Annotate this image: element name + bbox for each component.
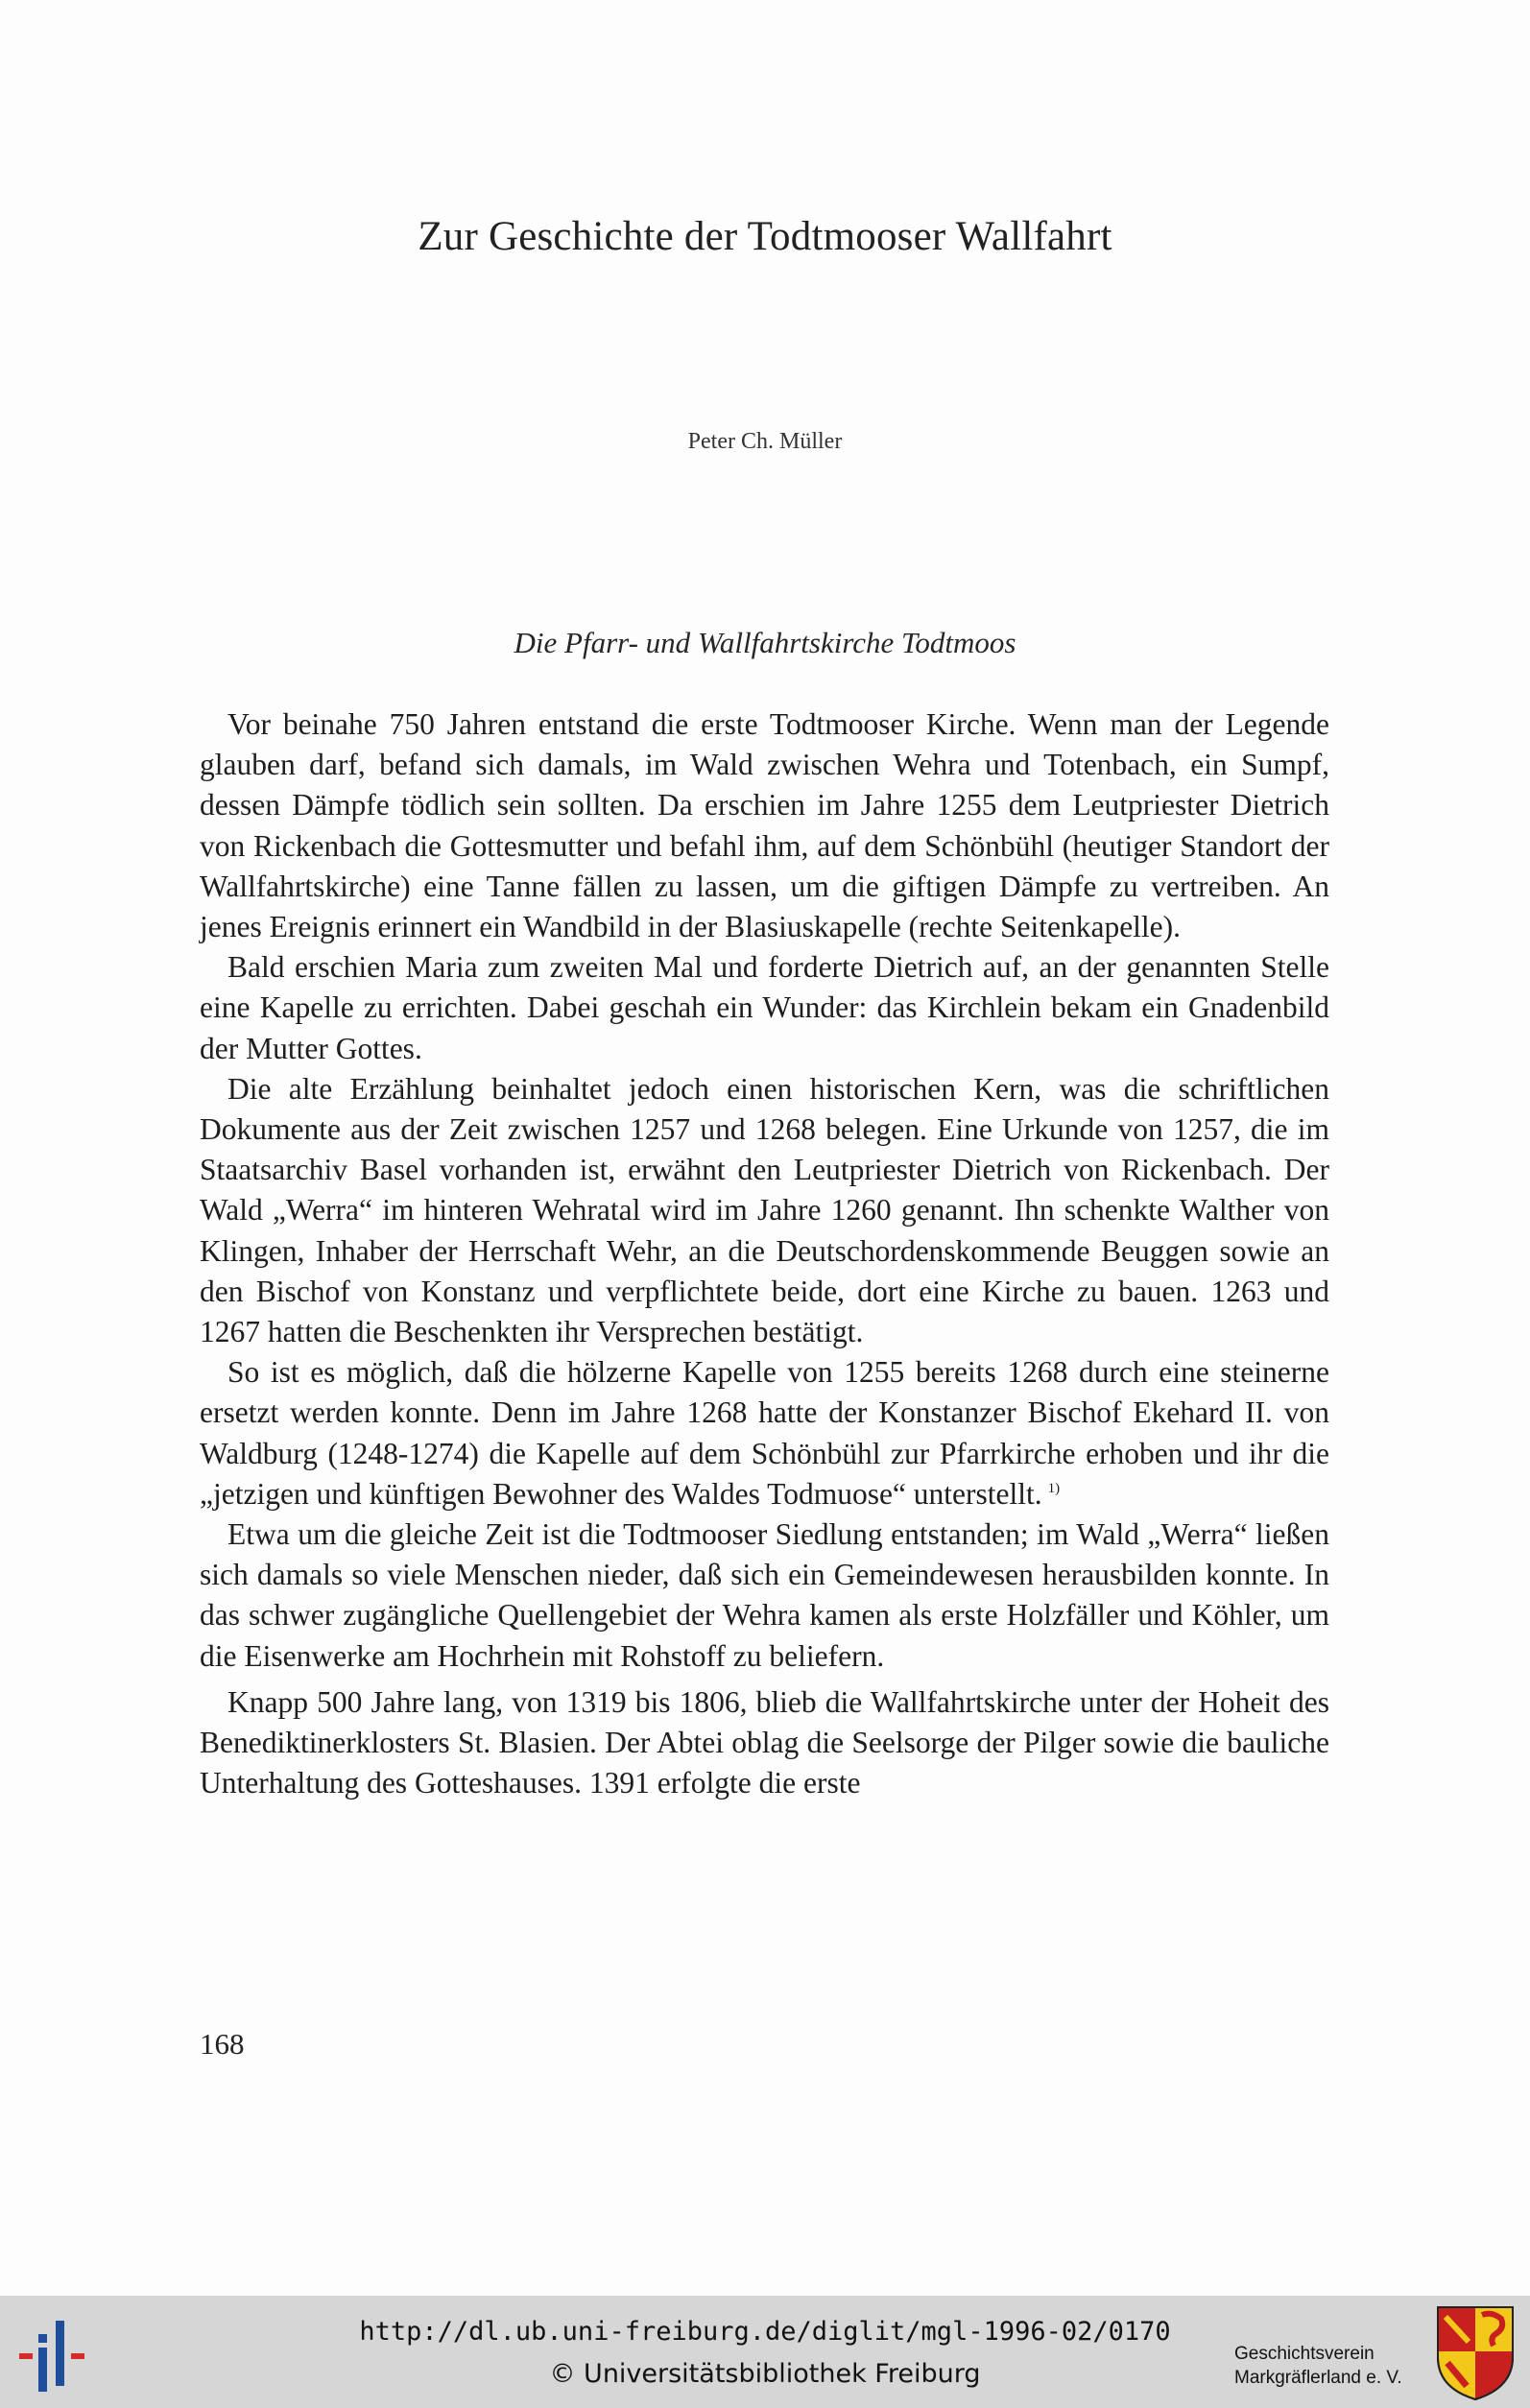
footnote-marker[interactable]: 1) <box>1047 1480 1061 1496</box>
paragraph-text: So ist es möglich, daß die hölzerne Kapelle von 1255 bereits 1268 durch eine steinerne ersetzt werden konnte. Denn im Jahre 1268 hatte der Konstanzer Bischof Ekehard II. von Waldburg (1248-1274) die Kapelle auf dem Schönbühl zur Pfarrkirche erhoben und ihr die „jetzigen und künftigen Bewohner des Waldes Todmuose“ unterstellt. <box>200 1355 1329 1511</box>
copyright-notice: © Universitätsbibliothek Freiburg <box>549 2359 981 2389</box>
paragraph: Knapp 500 Jahre lang, von 1319 bis 1806, blieb die Wallfahrtskirche unter der Hoheit des Benediktinerklosters St. Blasien. Der Abtei oblag die Seelsorge der Pilger sowie die bauliche Unterhaltung des Gotteshauses. 1391 erfolgte die erste <box>200 1684 1329 1800</box>
page-number: 168 <box>200 2027 245 2061</box>
society-name-line: Geschichtsverein <box>1234 2344 1375 2364</box>
paragraph: Bald erschien Maria zum zweiten Mal und forderte Dietrich auf, an der genannten Stelle eine Kapelle zu errichten. Dabei geschah ein Wunder: das Kirchlein bekam ein Gnadenbild der Mutter Gottes. <box>200 950 1329 1065</box>
society-name <box>1234 2342 1426 2390</box>
paragraph: Die alte Erzählung beinhaltet jedoch einen historischen Kern, was die schriftlichen Dokumente aus der Zeit zwischen 1257 und 1268 belegen. Eine Urkunde von 1257, die im Staatsarchiv Basel vorhanden ist, erwähnt den Leutpriester Dietrich von Rickenbach. Der Wald „Werra“ im hinteren Wehratal wird im Jahre 1260 genannt. Ihn schenkte Walther von Klingen, Inhaber der Herrschaft Wehr, an die Deutschordenskommende Beuggen sowie an den Bischof von Konstanz und verpflichtete beide, dort eine Kirche zu bauen. 1263 und 1267 hatten die Beschenkten ihr Versprechen bestätigt. <box>200 1071 1329 1349</box>
paragraph <box>200 1352 1329 1514</box>
paragraph: Etwa um die gleiche Zeit ist die Todtmooser Siedlung entstanden; im Wald „Werra“ ließen sich damals so viele Menschen nieder, daß sich ein Gemeindewesen herausbilden konnte. In das schwer zugängliche Quellengebiet der Wehra kamen als erste Holzfäller und Köhler, um die Eisenwerke am Hochrhein mit Rohstoff zu beliefern. <box>200 1517 1329 1673</box>
society-crest-icon[interactable] <box>1434 2303 1517 2401</box>
article-body <box>200 704 1329 1803</box>
paragraph: Vor beinahe 750 Jahren entstand die erste Todtmooser Kirche. Wenn man der Legende glauben darf, befand sich damals, im Wald zwischen Wehra und Totenbach, ein Sumpf, dessen Dämpfe tödlich sein sollten. Da erschien im Jahre 1255 dem Leutpriester Dietrich von Rickenbach die Gottesmutter und befahl ihm, auf dem Schönbühl (heutiger Standort der Wallfahrtskirche) eine Tanne fällen zu lassen, um die giftigen Dämpfe zu vertreiben. An jenes Ereignis erinnert ein Wandbild in der Blasiuskapelle (rechte Seitenkapelle). <box>200 707 1329 944</box>
article-title: Zur Geschichte der Todtmooser Wallfahrt <box>418 214 1112 259</box>
society-name-line: Markgräflerland e. V. <box>1234 2368 1402 2388</box>
article-author: Peter Ch. Müller <box>687 429 843 454</box>
document-url-link[interactable]: http://dl.ub.uni-freiburg.de/diglit/mgl-1996-02/0170 <box>359 2317 1171 2347</box>
footer-bar <box>0 2296 1530 2408</box>
section-heading: Die Pfarr- und Wallfahrtskirche Todtmoos <box>514 626 1016 659</box>
